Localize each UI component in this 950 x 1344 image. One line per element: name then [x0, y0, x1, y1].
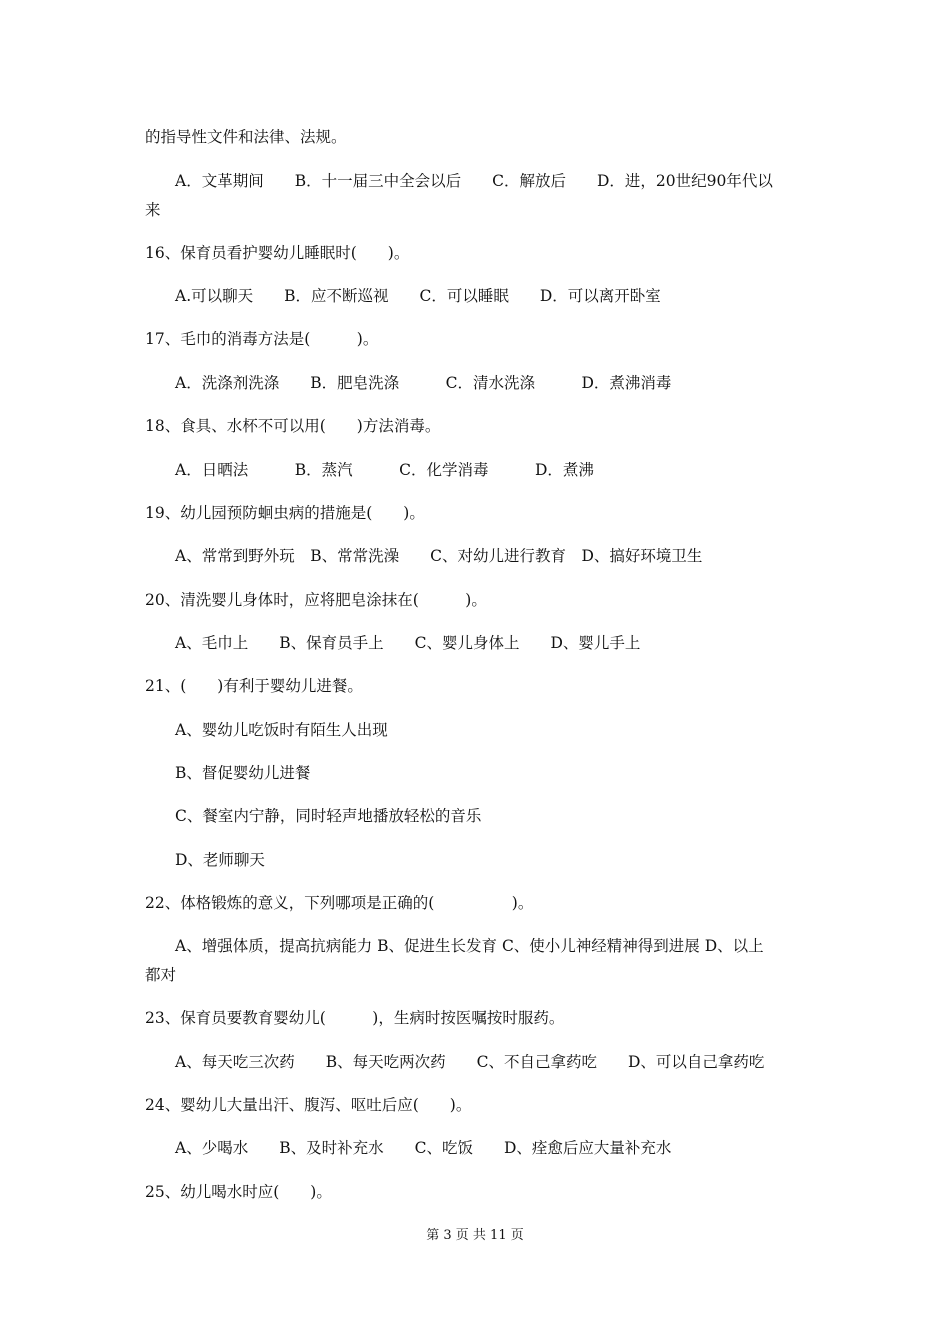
q16-options: A.可以聊天 B．应不断巡视 C．可以睡眠 D．可以离开卧室: [175, 287, 661, 305]
q18-stem: 18、食具、水杯不可以用( )方法消毒。: [145, 417, 441, 435]
q22-options-line1: A、增强体质，提高抗病能力 B、促进生长发育 C、使小儿神经精神得到进展 D、以上: [175, 937, 764, 955]
q17-options: A．洗涤剂洗涤 B．肥皂洗涤 C．清水洗涤 D．煮沸消毒: [175, 374, 672, 392]
q15-options-line1: A．文革期间 B．十一届三中全会以后 C．解放后 D．进，20世纪90年代以: [175, 172, 773, 190]
q19-options: A、常常到野外玩 B、常常洗澡 C、对幼儿进行教育 D、搞好环境卫生: [175, 547, 703, 565]
q21-stem: 21、( )有利于婴幼儿进餐。: [145, 677, 363, 695]
q19-stem: 19、幼儿园预防蛔虫病的措施是( )。: [145, 504, 425, 522]
q22-options-line2: 都对: [145, 966, 177, 984]
q20-options: A、毛巾上 B、保育员手上 C、婴儿身体上 D、婴儿手上: [175, 634, 641, 652]
q21-option-b: B、督促婴幼儿进餐: [175, 764, 311, 782]
q18-options: A．日晒法 B．蒸汽 C．化学消毒 D．煮沸: [175, 461, 594, 479]
page-number-footer: 第 3 页 共 11 页: [426, 1228, 524, 1243]
q21-option-a: A、婴幼儿吃饭时有陌生人出现: [175, 721, 388, 739]
q25-stem: 25、幼儿喝水时应( )。: [145, 1183, 332, 1201]
q24-options: A、少喝水 B、及时补充水 C、吃饭 D、痊愈后应大量补充水: [175, 1139, 672, 1157]
q15-options-line2: 来: [145, 201, 161, 219]
intro-tail-text: 的指导性文件和法律、法规。: [145, 128, 347, 146]
q21-option-d: D、老师聊天: [175, 851, 265, 869]
q16-stem: 16、保育员看护婴幼儿睡眠时( )。: [145, 244, 410, 262]
q23-options: A、每天吃三次药 B、每天吃两次药 C、不自己拿药吃 D、可以自己拿药吃: [175, 1053, 765, 1071]
q23-stem: 23、保育员要教育婴幼儿( )，生病时按医嘱按时服药。: [145, 1009, 565, 1027]
q17-stem: 17、毛巾的消毒方法是( )。: [145, 330, 379, 348]
q20-stem: 20、清洗婴儿身体时，应将肥皂涂抹在( )。: [145, 591, 487, 609]
q22-stem: 22、体格锻炼的意义，下列哪项是正确的( )。: [145, 894, 534, 912]
q24-stem: 24、婴幼儿大量出汗、腹泻、呕吐后应( )。: [145, 1096, 472, 1114]
q21-option-c: C、餐室内宁静，同时轻声地播放轻松的音乐: [175, 807, 482, 825]
